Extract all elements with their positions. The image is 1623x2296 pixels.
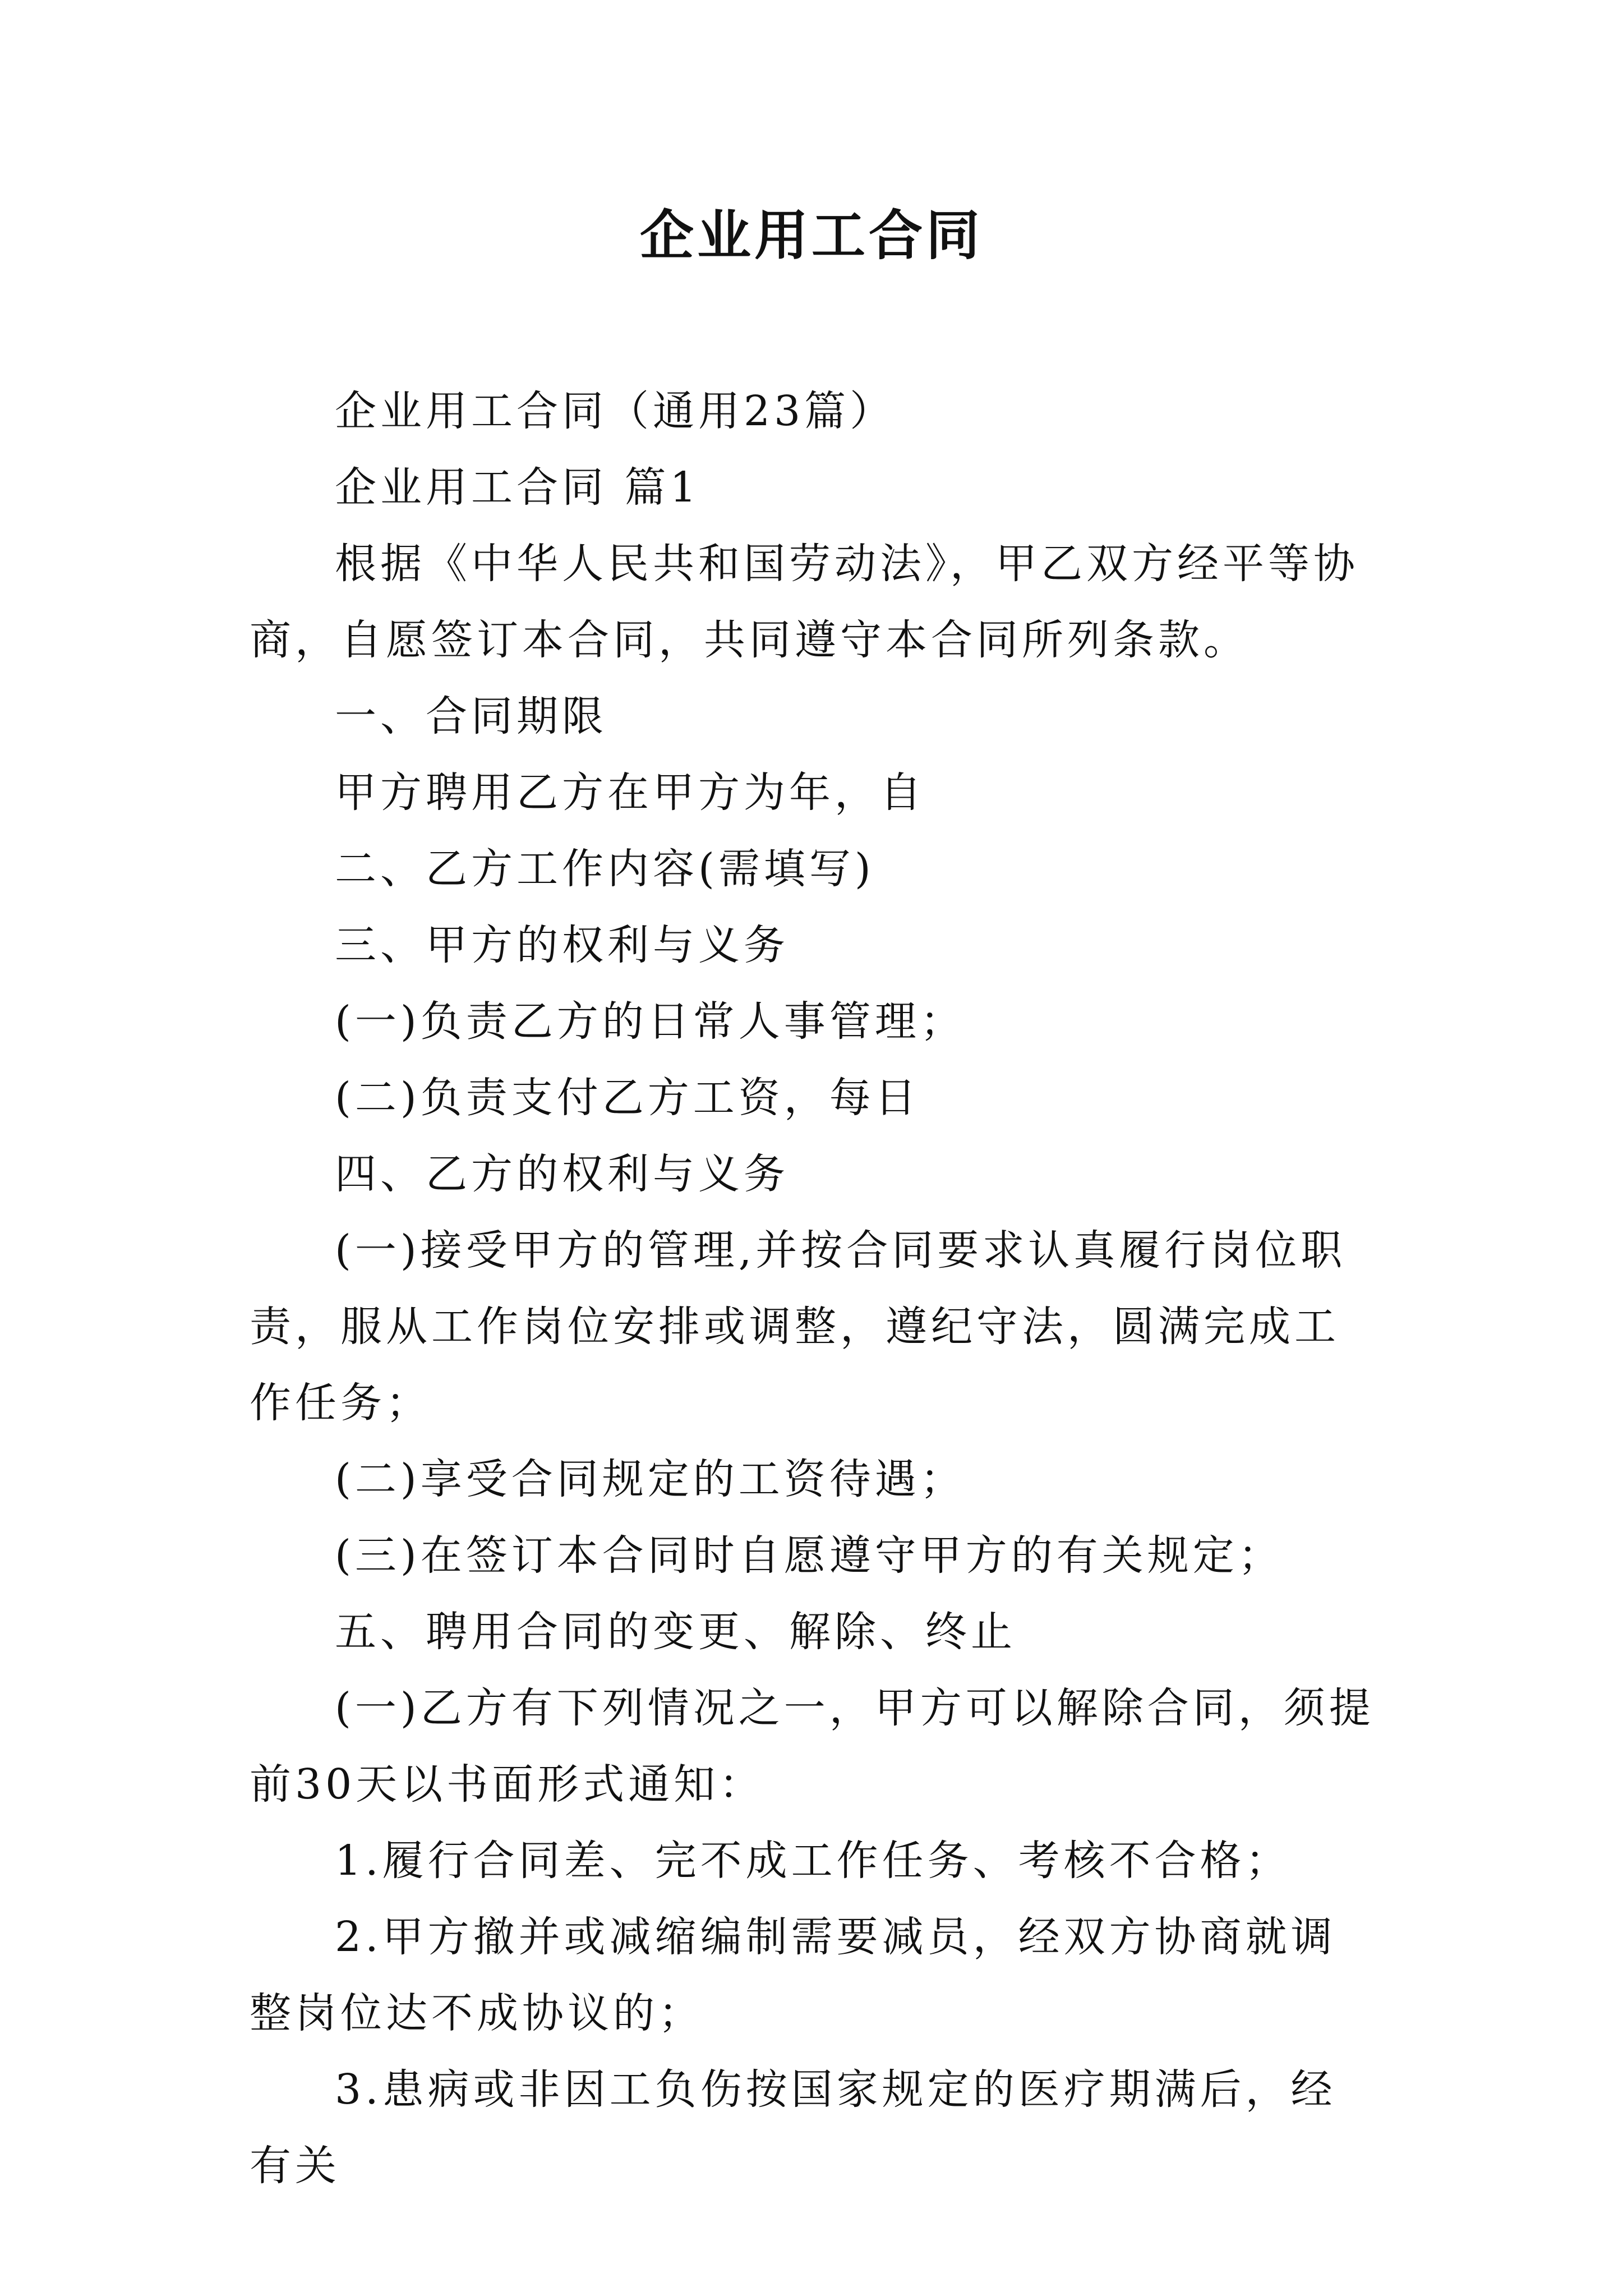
section-heading-term: 一、合同期限 xyxy=(335,692,607,740)
paragraph-heading-collection: 企业用工合同（通用23篇） xyxy=(335,387,896,435)
section-heading-party-a-rights: 三、甲方的权利与义务 xyxy=(335,921,789,969)
document-title: 企业用工合同 xyxy=(640,204,983,267)
clause-party-b-1: (一)接受甲方的管理,并按合同要求认真履行岗位职责，服从工作岗位安排或调整，遵纪守法，圆满完成工作任务； xyxy=(250,1226,1347,1427)
paragraph-heading-part-1: 企业用工合同 篇1 xyxy=(335,463,700,512)
list-item-termination-1: 1.履行合同差、完不成工作任务、考核不合格； xyxy=(335,1837,1291,1885)
paragraph-term: 甲方聘用乙方在甲方为年，自 xyxy=(335,769,925,817)
clause-party-a-1: (一)负责乙方的日常人事管理； xyxy=(335,997,966,1046)
section-heading-termination: 五、聘用合同的变更、解除、终止 xyxy=(335,1608,1016,1656)
list-item-termination-2: 2.甲方撤并或减缩编制需要减员，经双方协商就调整岗位达不成协议的； xyxy=(250,1913,1336,2037)
clause-party-b-3: (三)在签订本合同时自愿遵守甲方的有关规定； xyxy=(335,1531,1284,1580)
document-body xyxy=(250,373,1377,2204)
paragraph-preamble: 根据《中华人民共和国劳动法》，甲乙双方经平等协商，自愿签订本合同，共同遵守本合同所列条款。 xyxy=(250,540,1359,664)
clause-termination-1: (一)乙方有下列情况之一，甲方可以解除合同，须提前30天以书面形式通知： xyxy=(250,1684,1375,1809)
list-item-termination-3: 3.患病或非因工负伤按国家规定的医疗期满后，经有关 xyxy=(250,2065,1336,2190)
section-heading-work-content: 二、乙方工作内容(需填写) xyxy=(335,845,875,893)
section-heading-party-b-rights: 四、乙方的权利与义务 xyxy=(335,1150,789,1198)
clause-party-a-2: (二)负责支付乙方工资，每日 xyxy=(335,1074,920,1122)
clause-party-b-2: (二)享受合同规定的工资待遇； xyxy=(335,1455,966,1503)
